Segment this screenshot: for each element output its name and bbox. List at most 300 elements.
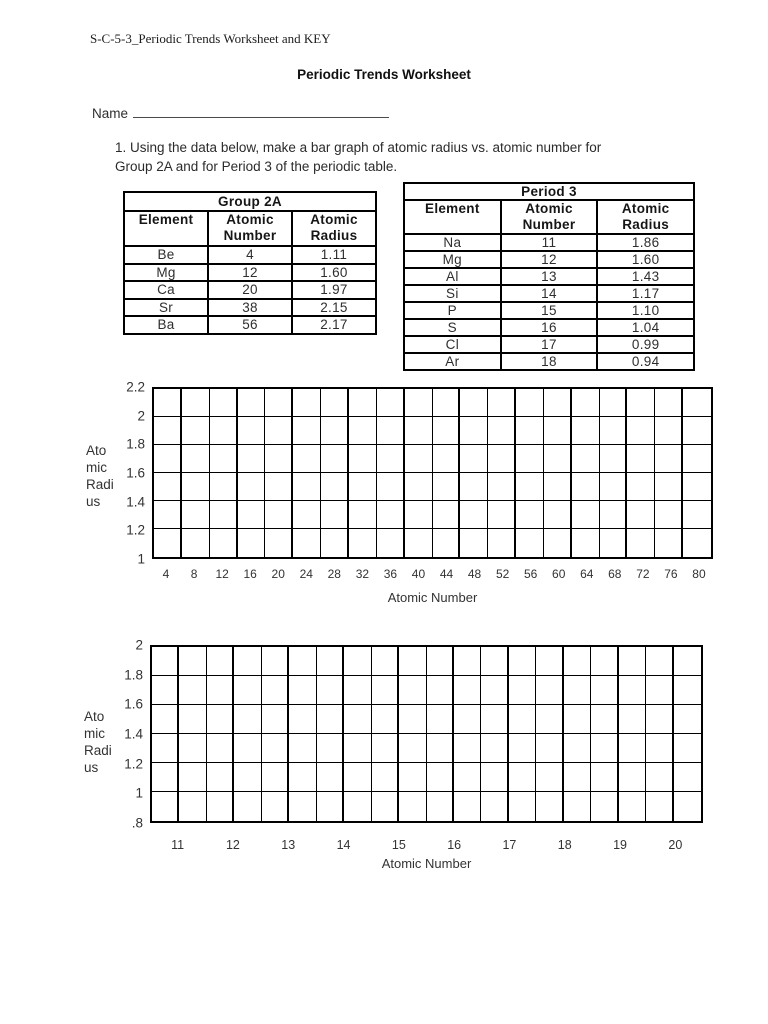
- y-axis-title-line: Radi: [86, 477, 114, 492]
- table-cell: 1.97: [292, 281, 376, 299]
- grid-cell: [454, 705, 481, 734]
- table-cell: Mg: [124, 264, 208, 282]
- grid-cell: [460, 389, 488, 417]
- grid-cell: [600, 445, 628, 473]
- table-row: [404, 302, 694, 319]
- grid-cell: [454, 676, 481, 705]
- grid-cell: [262, 705, 289, 734]
- y-tick-label: 2: [137, 408, 145, 424]
- table-row: [404, 336, 694, 353]
- grid-cell: [399, 792, 426, 821]
- grid-cell: [454, 734, 481, 763]
- grid-cell: [544, 501, 572, 529]
- grid-cell: [481, 676, 508, 705]
- grid-cell: [683, 473, 711, 501]
- x-tick-label: 20: [668, 838, 683, 852]
- grid-cell: [619, 734, 646, 763]
- grid-cell: [154, 473, 182, 501]
- grid-cell: [179, 734, 206, 763]
- grid-cell: [152, 676, 179, 705]
- grid-cell: [152, 734, 179, 763]
- grid-cell: [154, 529, 182, 557]
- grid-cell: [646, 763, 673, 792]
- grid-cell: [536, 705, 563, 734]
- grid-cell: [317, 705, 344, 734]
- table-cell: 13: [501, 268, 598, 285]
- grid-cell: [427, 792, 454, 821]
- grid-cell: [655, 529, 683, 557]
- grid-cell: [321, 501, 349, 529]
- grid-cell: [619, 676, 646, 705]
- document-id: S-C-5-3_Periodic Trends Worksheet and KEY: [90, 31, 331, 46]
- x-tick-label: 20: [271, 567, 285, 581]
- grid-cell: [349, 501, 377, 529]
- y-axis-title-line: mic: [84, 726, 105, 741]
- grid-cell: [372, 763, 399, 792]
- grid-cell: [238, 417, 266, 445]
- table-cell: 2.17: [292, 316, 376, 334]
- grid-cell: [600, 417, 628, 445]
- y-tick-label: 1.8: [126, 436, 145, 452]
- grid-cell: [427, 676, 454, 705]
- table-cell: 2.15: [292, 299, 376, 317]
- grid-cell: [564, 676, 591, 705]
- y-tick-label: 1: [135, 785, 143, 801]
- grid-cell: [210, 501, 238, 529]
- grid-cell: [154, 389, 182, 417]
- grid-cell: [433, 417, 461, 445]
- grid-cell: [182, 445, 210, 473]
- y-tick-label: 1.4: [126, 494, 145, 510]
- table-cell: Ar: [404, 353, 501, 370]
- table-row: [124, 316, 376, 334]
- grid-cell: [179, 792, 206, 821]
- grid-cell: [154, 501, 182, 529]
- grid-cell: [265, 501, 293, 529]
- x-tick-label: 44: [439, 567, 454, 581]
- grid-cell: [262, 647, 289, 676]
- grid-cell: [405, 501, 433, 529]
- table-cell: 1.60: [597, 251, 694, 268]
- grid-cell: [262, 763, 289, 792]
- table-cell: 11: [501, 234, 598, 251]
- grid-cell: [627, 417, 655, 445]
- grid-cell: [372, 647, 399, 676]
- grid-cell: [182, 389, 210, 417]
- grid-cell: [544, 417, 572, 445]
- grid-cell: [536, 647, 563, 676]
- table-cell: 1.11: [292, 246, 376, 264]
- grid-cell: [509, 647, 536, 676]
- grid-cell: [454, 763, 481, 792]
- y-axis-title-line: us: [86, 494, 101, 509]
- table-row: [404, 234, 694, 251]
- grid-cell: [481, 792, 508, 821]
- grid-cell: [572, 389, 600, 417]
- x-tick-label: 12: [225, 838, 240, 852]
- table-cell: 1.43: [597, 268, 694, 285]
- grid-cell: [516, 529, 544, 557]
- grid-cell: [349, 529, 377, 557]
- x-tick-label: 68: [608, 567, 622, 581]
- table-cell: Cl: [404, 336, 501, 353]
- grid-cell: [293, 473, 321, 501]
- x-tick-label: 19: [613, 838, 627, 852]
- x-tick-label: 18: [557, 838, 572, 852]
- y-tick-label: .8: [131, 815, 143, 831]
- grid-cell: [433, 529, 461, 557]
- table-cell: 1.60: [292, 264, 376, 282]
- table-cell: Al: [404, 268, 501, 285]
- grid-cell: [433, 501, 461, 529]
- name-blank-line: [133, 104, 389, 118]
- grid-cell: [207, 792, 234, 821]
- x-tick-label: 76: [664, 567, 678, 581]
- grid-cell: [683, 529, 711, 557]
- grid-cell: [179, 647, 206, 676]
- grid-cell: [154, 417, 182, 445]
- grid-cell: [265, 445, 293, 473]
- grid-cell: [600, 389, 628, 417]
- grid-cell: [481, 705, 508, 734]
- grid-cell: [265, 473, 293, 501]
- grid-cell: [207, 734, 234, 763]
- grid-cell: [289, 734, 316, 763]
- grid-cell: [293, 417, 321, 445]
- table-cell: 1.04: [597, 319, 694, 336]
- grid-cell: [234, 647, 261, 676]
- x-tick-label: 80: [692, 567, 706, 581]
- column-header: Atomic Number: [501, 200, 598, 234]
- y-tick-label: 1.2: [124, 756, 143, 772]
- grid-cell: [399, 676, 426, 705]
- grid-cell: [321, 417, 349, 445]
- table-header-row: [124, 211, 376, 246]
- grid-cell: [377, 501, 405, 529]
- grid-cell: [516, 501, 544, 529]
- grid-cell: [179, 763, 206, 792]
- grid-cell: [265, 529, 293, 557]
- period-3-table: [403, 182, 695, 371]
- grid-cell: [427, 763, 454, 792]
- table-cell: 14: [501, 285, 598, 302]
- grid-cell: [405, 529, 433, 557]
- grid-cell: [349, 417, 377, 445]
- grid-cell: [655, 417, 683, 445]
- grid-cell: [399, 705, 426, 734]
- grid-cell: [210, 389, 238, 417]
- table-cell: 4: [208, 246, 292, 264]
- grid-cell: [509, 792, 536, 821]
- grid-cell: [433, 473, 461, 501]
- grid-cell: [210, 473, 238, 501]
- grid-cell: [238, 529, 266, 557]
- table-cell: 0.99: [597, 336, 694, 353]
- grid-cell: [646, 792, 673, 821]
- grid-cell: [182, 473, 210, 501]
- table-row: [404, 319, 694, 336]
- x-tick-label: 16: [243, 567, 257, 581]
- y-axis-title-line: Ato: [84, 709, 105, 724]
- table-row: [404, 285, 694, 302]
- table-cell: 16: [501, 319, 598, 336]
- grid-cell: [488, 501, 516, 529]
- grid-cell: [544, 389, 572, 417]
- table-row: [124, 264, 376, 282]
- grid-cell: [591, 734, 618, 763]
- grid-cell: [454, 647, 481, 676]
- grid-cell: [317, 792, 344, 821]
- grid-cell: [182, 417, 210, 445]
- grid-cell: [321, 473, 349, 501]
- grid-cell: [600, 529, 628, 557]
- grid-cell: [536, 763, 563, 792]
- graph-grid: [150, 645, 703, 823]
- y-axis-title-line: Radi: [84, 743, 112, 758]
- grid-cell: [182, 529, 210, 557]
- grid-cell: [293, 529, 321, 557]
- table-cell: 38: [208, 299, 292, 317]
- x-tick-label: 8: [190, 567, 198, 581]
- grid-cell: [317, 734, 344, 763]
- grid-cell: [262, 792, 289, 821]
- grid-cell: [536, 792, 563, 821]
- grid-cell: [619, 792, 646, 821]
- table-cell: Ca: [124, 281, 208, 299]
- grid-cell: [627, 529, 655, 557]
- grid-cell: [646, 734, 673, 763]
- instruction-text: [115, 138, 690, 176]
- grid-cell: [179, 676, 206, 705]
- grid-cell: [488, 529, 516, 557]
- table-cell: Be: [124, 246, 208, 264]
- grid-cell: [433, 389, 461, 417]
- grid-cell: [460, 529, 488, 557]
- page-title: Periodic Trends Worksheet: [297, 67, 471, 82]
- grid-cell: [210, 417, 238, 445]
- x-tick-label: 48: [467, 567, 482, 581]
- table-cell: 15: [501, 302, 598, 319]
- grid-cell: [317, 763, 344, 792]
- grid-cell: [481, 647, 508, 676]
- grid-cell: [427, 705, 454, 734]
- grid-cell: [317, 647, 344, 676]
- grid-cell: [674, 734, 701, 763]
- grid-cell: [460, 417, 488, 445]
- y-axis-ticks: [97, 637, 143, 831]
- table-cell: 1.17: [597, 285, 694, 302]
- grid-cell: [321, 529, 349, 557]
- grid-cell: [238, 445, 266, 473]
- grid-cell: [405, 389, 433, 417]
- grid-cell: [591, 792, 618, 821]
- y-tick-label: 2: [135, 637, 143, 653]
- grid-cell: [655, 473, 683, 501]
- grid-cell: [182, 501, 210, 529]
- grid-cell: [516, 445, 544, 473]
- grid-cell: [591, 676, 618, 705]
- grid-cell: [405, 417, 433, 445]
- table-title-row: [404, 183, 694, 200]
- x-tick-label: 16: [447, 838, 462, 852]
- grid-cell: [344, 763, 371, 792]
- grid-cell: [433, 445, 461, 473]
- grid-cell: [207, 647, 234, 676]
- grid-cell: [646, 705, 673, 734]
- grid-cell: [600, 473, 628, 501]
- table-row: [124, 246, 376, 264]
- grid-cell: [372, 734, 399, 763]
- name-row: [92, 104, 389, 121]
- grid-cell: [265, 389, 293, 417]
- grid-cell: [344, 734, 371, 763]
- y-tick-label: 1.2: [126, 522, 145, 538]
- grid-cell: [627, 445, 655, 473]
- grid-cell: [509, 705, 536, 734]
- grid-cell: [293, 445, 321, 473]
- grid-cell: [321, 389, 349, 417]
- grid-cell: [344, 705, 371, 734]
- grid-cell: [454, 792, 481, 821]
- grid-cell: [234, 792, 261, 821]
- grid-cell: [289, 676, 316, 705]
- grid-cell: [152, 792, 179, 821]
- grid-cell: [427, 647, 454, 676]
- x-axis-title: Atomic Number: [387, 590, 478, 605]
- grid-cell: [683, 445, 711, 473]
- grid-cell: [572, 473, 600, 501]
- grid-cell: [600, 501, 628, 529]
- y-tick-label: 1.6: [126, 465, 145, 481]
- grid-cell: [683, 417, 711, 445]
- grid-cell: [399, 647, 426, 676]
- grid-cell: [591, 647, 618, 676]
- y-axis-title-line: mic: [86, 460, 107, 475]
- grid-cell: [516, 389, 544, 417]
- name-label: Name: [92, 106, 129, 121]
- table-cell: Na: [404, 234, 501, 251]
- table-row: [404, 268, 694, 285]
- grid-cell: [262, 676, 289, 705]
- grid-cell: [293, 501, 321, 529]
- x-tick-label: 11: [171, 838, 185, 852]
- x-axis-ticks: [152, 567, 713, 581]
- grid-cell: [344, 792, 371, 821]
- grid-cell: [344, 647, 371, 676]
- grid-cell: [544, 529, 572, 557]
- grid-cell: [627, 473, 655, 501]
- grid-cell: [591, 705, 618, 734]
- grid-cell: [460, 501, 488, 529]
- grid-cell: [674, 705, 701, 734]
- grid-cell: [289, 792, 316, 821]
- table-title: Period 3: [404, 183, 694, 200]
- x-tick-label: 24: [299, 567, 313, 581]
- grid-cell: [405, 473, 433, 501]
- x-tick-label: 60: [552, 567, 566, 581]
- table-cell: 56: [208, 316, 292, 334]
- grid-cell: [349, 389, 377, 417]
- grid-cell: [460, 445, 488, 473]
- grid-cell: [349, 473, 377, 501]
- table-row: [404, 251, 694, 268]
- x-tick-label: 28: [327, 567, 341, 581]
- x-tick-label: 14: [336, 838, 351, 852]
- column-header: Atomic Radius: [292, 211, 376, 246]
- grid-cell: [564, 763, 591, 792]
- table-cell: 1.86: [597, 234, 694, 251]
- grid-cell: [289, 647, 316, 676]
- table-header-row: [404, 200, 694, 234]
- column-header: Element: [404, 200, 501, 234]
- grid-cell: [377, 389, 405, 417]
- grid-cell: [646, 647, 673, 676]
- grid-cell: [207, 763, 234, 792]
- grid-cell: [405, 445, 433, 473]
- grid-cell: [265, 417, 293, 445]
- y-axis-title-line: us: [84, 760, 99, 775]
- table-cell: 20: [208, 281, 292, 299]
- grid-cell: [627, 389, 655, 417]
- grid-cell: [321, 445, 349, 473]
- grid-cell: [210, 445, 238, 473]
- grid-cell: [564, 792, 591, 821]
- grid-cell: [317, 676, 344, 705]
- x-tick-label: 56: [523, 567, 538, 581]
- grid-cell: [289, 705, 316, 734]
- x-tick-label: 4: [162, 567, 170, 581]
- grid-cell: [572, 501, 600, 529]
- grid-cell: [460, 473, 488, 501]
- table-cell: 12: [208, 264, 292, 282]
- grid-cell: [516, 417, 544, 445]
- instruction-line-1: 1. Using the data below, make a bar graph of atomic radius vs. atomic number for: [115, 140, 602, 155]
- grid-cell: [536, 676, 563, 705]
- table-title-row: [124, 192, 376, 211]
- x-tick-label: 32: [355, 567, 370, 581]
- table-body: [404, 234, 694, 370]
- grid-cell: [377, 473, 405, 501]
- grid-cell: [655, 389, 683, 417]
- grid-cell: [152, 647, 179, 676]
- grid-cell: [509, 734, 536, 763]
- table-cell: 12: [501, 251, 598, 268]
- grid-cell: [646, 676, 673, 705]
- instruction-line-2: Group 2A and for Period 3 of the periodic table.: [115, 159, 398, 174]
- x-tick-label: 52: [495, 567, 510, 581]
- y-axis-title-line: Ato: [86, 443, 107, 458]
- x-tick-label: 36: [383, 567, 398, 581]
- table-title: Group 2A: [124, 192, 376, 211]
- grid-cell: [683, 389, 711, 417]
- grid-cell: [536, 734, 563, 763]
- grid-cell: [372, 705, 399, 734]
- x-tick-label: 15: [391, 838, 406, 852]
- grid-cell: [234, 734, 261, 763]
- grid-cell: [152, 705, 179, 734]
- grid-cell: [683, 501, 711, 529]
- y-tick-label: 1.8: [124, 667, 143, 683]
- y-tick-label: 2.2: [126, 379, 145, 395]
- table-cell: P: [404, 302, 501, 319]
- grid-cell: [564, 734, 591, 763]
- grid-cell: [293, 389, 321, 417]
- grid-cell: [207, 705, 234, 734]
- group-2a-graph: [86, 379, 713, 605]
- table-cell: 18: [501, 353, 598, 370]
- grid-cell: [377, 529, 405, 557]
- grid-cell: [674, 763, 701, 792]
